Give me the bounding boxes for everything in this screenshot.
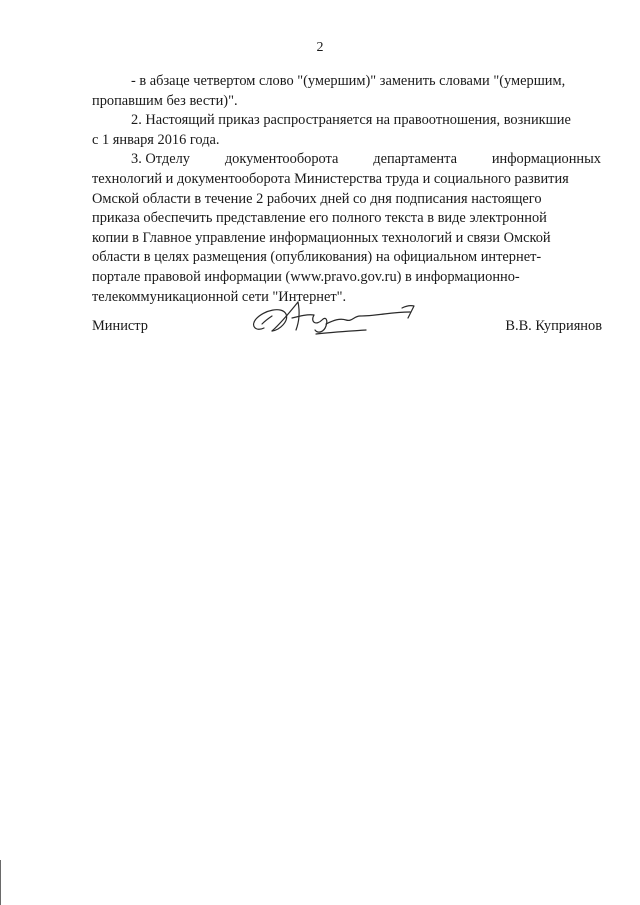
paragraph-2-line-2: с 1 января 2016 года. (92, 131, 220, 148)
paragraph-3-line-7: портале правовой информации (www.pravo.gov.ru) в информационно- (92, 268, 520, 285)
handwritten-signature (242, 294, 422, 344)
paragraph-3-line-6: области в целях размещения (опубликования) на официальном интернет- (92, 249, 542, 266)
signatory-name: В.В. Куприянов (505, 318, 602, 334)
paragraph-3-line-5: копии в Главное управление информационных технологий и связи Омской (92, 229, 551, 246)
paragraph-3-word-4: информационных (491, 151, 601, 168)
paragraph-3-line-4: приказа обеспечить представление его полного текста в виде электронной (92, 210, 547, 227)
signatory-title: Министр (92, 318, 148, 334)
paragraph-2-line-1: 2. Настоящий приказ распространяется на правоотношения, возникшие (131, 112, 571, 129)
signature-block (92, 316, 602, 342)
paragraph-3-word-1: 3. Отделу (131, 151, 190, 168)
paragraph-3-line-3: Омской области в течение 2 рабочих дней со дня подписания настоящего (92, 190, 542, 207)
paragraph-1-line-1: - в абзаце четвертом слово "(умершим)" заменить словами "(умершим, (131, 73, 566, 89)
paragraph-3-word-3: департамента (373, 151, 457, 168)
paragraph-3-line-8: телекоммуникационной сети "Интернет". (92, 288, 347, 305)
scan-edge-mark (0, 860, 1, 905)
paragraph-3-word-2: документооборота (224, 151, 339, 168)
paragraph-3-line-2: технологий и документооборота Министерства труда и социального развития (92, 170, 569, 187)
paragraph-1-line-2: пропавшим без вести)". (92, 92, 238, 109)
document-body (92, 72, 601, 307)
paragraph-3-line-1 (92, 150, 601, 170)
page-number: 2 (316, 40, 324, 55)
